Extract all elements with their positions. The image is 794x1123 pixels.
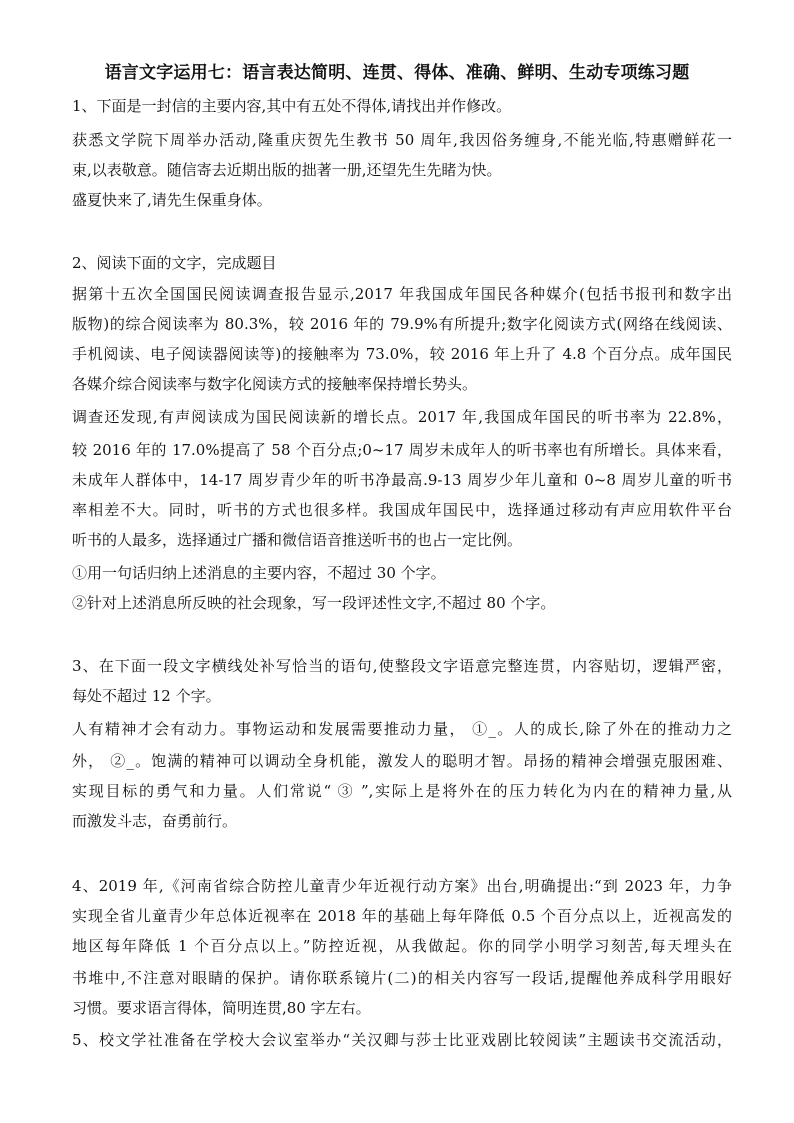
q2-line: 版物)的综合阅读率为 80.3%，较 2016 年的 79.9%有所提升;数字化阅读方式(网络在线阅读、 <box>72 315 732 333</box>
q1-line: 盛夏快来了,请先生保重身体。 <box>72 191 272 209</box>
q1-line: 束,以表敬意。随信寄去近期出版的拙著一册,还望先生先睹为快。 <box>72 161 502 179</box>
q4-line: 地区每年降低 1 个百分点以上。”防控近视，从我做起。你的同学小明学习刻苦,每天埋头在 <box>72 937 732 955</box>
q3-line: 而激发斗志，奋勇前行。 <box>72 812 238 830</box>
q3-line: 人有精神才会有动力。事物运动和发展需要推动力量， ①_。人的成长,除了外在的推动力之 <box>72 720 732 738</box>
q3-prompt: 3、在下面一段文字横线处补写恰当的语句,使整段文字语意完整连贯，内容贴切，逻辑严密， <box>72 657 732 675</box>
q2-line: 听书的人最多，选择通过广播和微信语音推送听书的也占一定比例。 <box>72 531 523 549</box>
q2-subquestion: ①用一句话归纳上述消息的主要内容，不超过 30 个字。 <box>72 564 446 582</box>
q2-line: 调查还发现,有声阅读成为国民阅读新的增长点。2017 年,我国成年国民的听书率为 22.8%， <box>72 408 732 426</box>
q3-line: 外， ②_。饱满的精神可以调动全身机能，激发人的聪明才智。昂扬的精神会增强克服困难、 <box>72 752 732 770</box>
q4-line: 4、2019 年,《河南省综合防控儿童青少年近视行动方案》出台,明确提出:“到 2023 年，力争 <box>72 877 732 895</box>
q2-line: 未成年人群体中，14-17 周岁青少年的听书净最高.9-13 周岁少年儿童和 0~8 周岁儿童的听书 <box>72 471 732 489</box>
q2-line: 较 2016 年的 17.0%提高了 58 个百分点;0~17 周岁未成年人的听书率也有所增长。具体来看， <box>72 441 732 459</box>
q2-subquestion: ②针对上述消息所反映的社会现象，写一段评述性文字,不超过 80 个字。 <box>72 594 556 612</box>
q2-line: 率相差不大。同时，听书的方式也很多样。我国成年国民中，选择通过移动有声应用软件平台 <box>72 501 732 519</box>
q1-prompt: 1、下面是一封信的主要内容,其中有五处不得体,请找出并作修改。 <box>72 97 512 115</box>
q3-prompt: 每处不超过 12 个字。 <box>72 687 221 705</box>
q5-line: 5、校文学社准备在学校大会议室举办“关汉卿与莎士比亚戏剧比较阅读”主题读书交流活动， <box>72 1031 732 1049</box>
q4-line: 习惯。要求语言得体，简明连贯,80 字左右。 <box>72 999 371 1017</box>
q1-line: 获悉文学院下周举办活动,隆重庆贺先生教书 50 周年,我因俗务缠身,不能光临,特惠赠鲜花一 <box>72 131 732 149</box>
q2-prompt: 2、阅读下面的文字，完成题目 <box>72 254 277 272</box>
q2-line: 手机阅读、电子阅读器阅读等)的接触率为 73.0%，较 2016 年上升了 4.8 个百分点。成年国民 <box>72 345 732 363</box>
q4-line: 书堆中,不注意对眼睛的保护。请你联系镜片(二)的相关内容写一段话,提醒他养成科学用眼好 <box>72 969 732 987</box>
page-title: 语言文字运用七：语言表达简明、连贯、得体、准确、鲜明、生动专项练习题 <box>104 63 690 83</box>
q2-line: 各媒介综合阅读率与数字化阅读方式的接触率保持增长势头。 <box>72 375 478 393</box>
q4-line: 实现全省儿童青少年总体近视率在 2018 年的基础上每年降低 0.5 个百分点以上，近视高发的 <box>72 907 732 925</box>
q2-line: 据第十五次全国国民阅读调查报告显示,2017 年我国成年国民各种媒介(包括书报刊和数字出 <box>72 285 732 303</box>
q3-line: 实现目标的勇气和力量。人们常说“ ③ ”,实际上是将外在的压力转化为内在的精神力量,从 <box>72 782 732 800</box>
